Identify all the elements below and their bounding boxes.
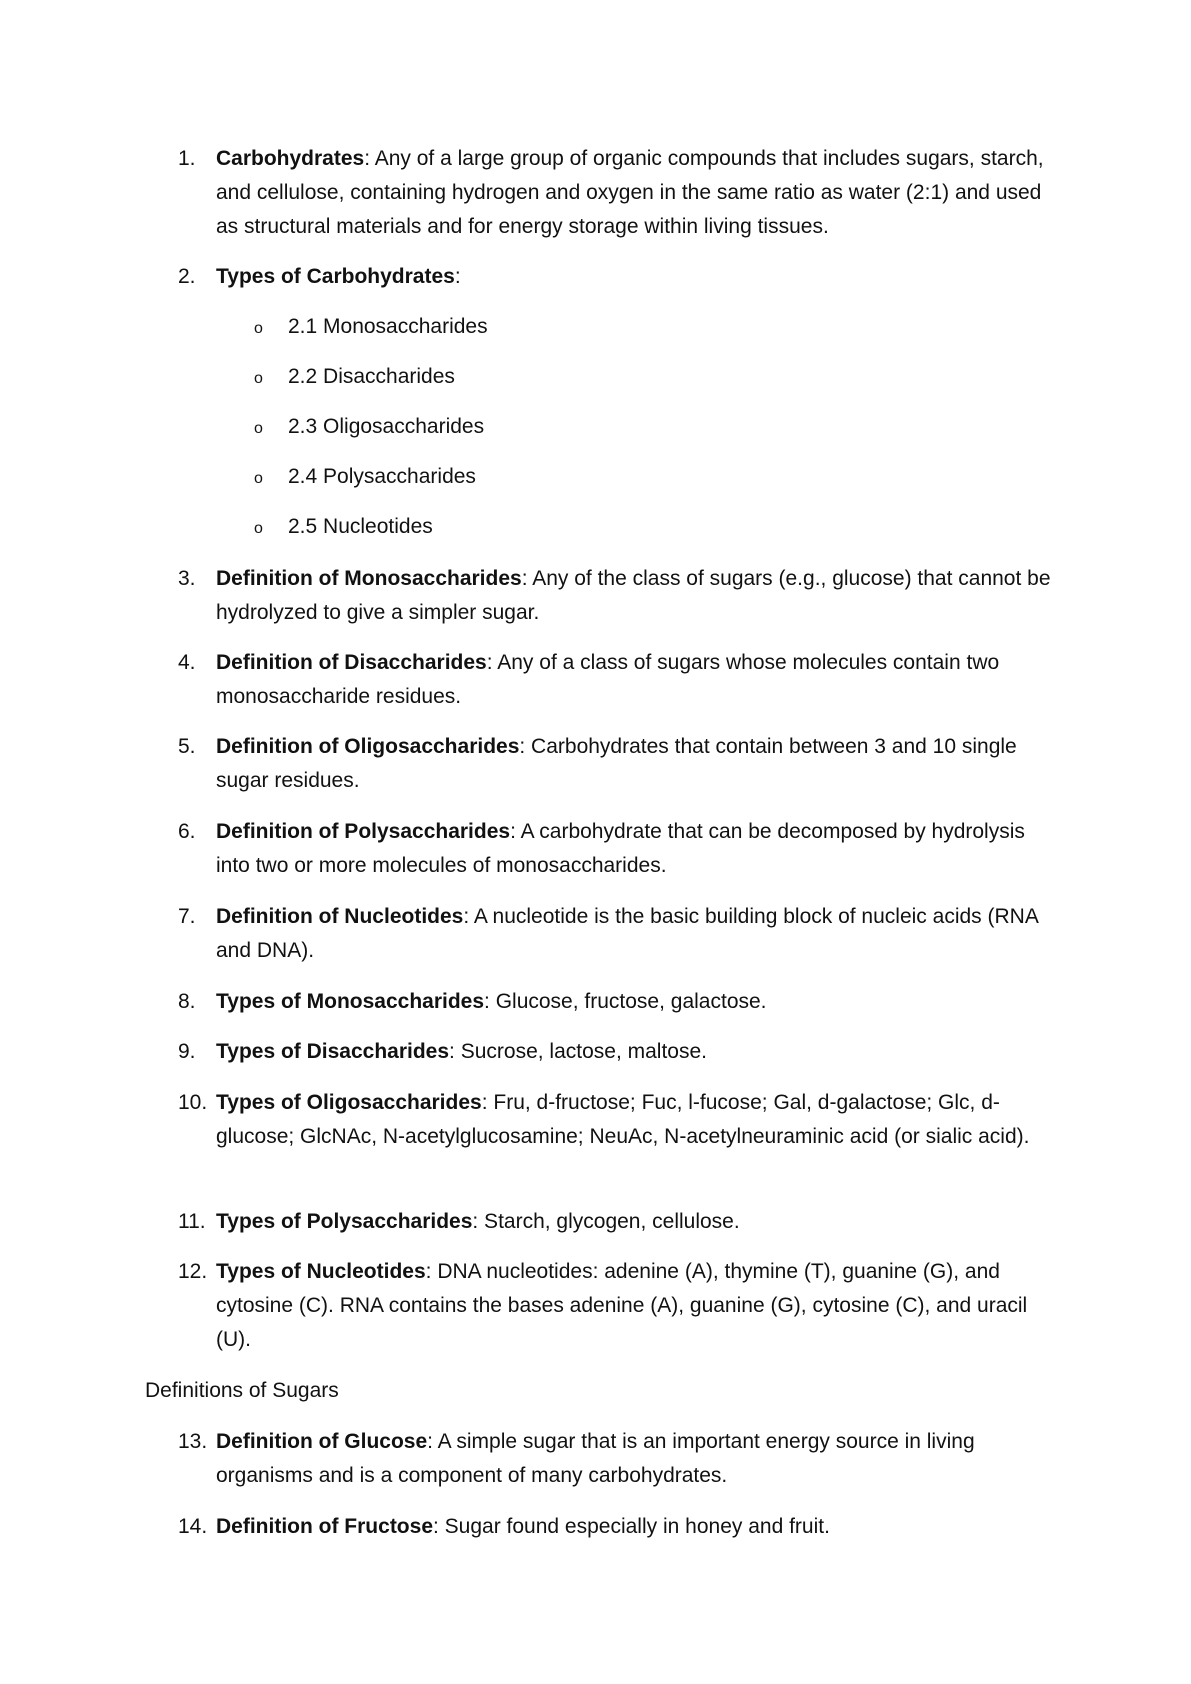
sub-list-item: [254, 310, 854, 346]
item-text: : Fru, d-fructose; Fuc, l-fucose; Gal, d-galactose; Glc, d-glucose; GlcNAc, N-acetylglucosamine; NeuAc, N-acetylneuraminic acid (or sialic acid).: [216, 1091, 1030, 1148]
item-text: : A simple sugar that is an important energy source in living organisms and is a component of many carbohydrates.: [216, 1430, 975, 1487]
item-text: : A carbohydrate that can be decomposed by hydrolysis into two or more molecules of monosaccharides.: [216, 820, 1025, 877]
item-number: 6.: [178, 820, 196, 843]
item-term: Definition of Glucose: [216, 1430, 428, 1453]
list-item: [178, 562, 1058, 630]
sub-item-text: 2.2 Disaccharides: [288, 365, 455, 388]
list-item: [178, 1035, 1058, 1069]
section-heading: Definitions of Sugars: [145, 1379, 339, 1402]
list-item: [178, 142, 1058, 244]
item-number: 7.: [178, 905, 196, 928]
item-number: 1.: [178, 147, 196, 170]
item-term: Definition of Disaccharides: [216, 651, 487, 674]
item-number: 4.: [178, 651, 196, 674]
list-item: [178, 900, 1058, 968]
item-term: Types of Polysaccharides: [216, 1210, 473, 1233]
list-item: [178, 1510, 1058, 1544]
sub-item-text: 2.1 Monosaccharides: [288, 315, 488, 338]
sub-item-text: 2.5 Nucleotides: [288, 515, 433, 538]
item-term: Definition of Polysaccharides: [216, 820, 511, 843]
list-item: [178, 646, 1058, 714]
item-text: : Any of the class of sugars (e.g., glucose) that cannot be hydrolyzed to give a simpler sugar.: [216, 567, 1051, 624]
item-number: 9.: [178, 1040, 196, 1063]
item-text: :: [454, 265, 461, 288]
list-item: [178, 1425, 1058, 1493]
bullet-icon: o: [254, 370, 263, 387]
item-number: 8.: [178, 990, 196, 1013]
item-text: : A nucleotide is the basic building block of nucleic acids (RNA and DNA).: [216, 905, 1038, 962]
item-text: : Glucose, fructose, galactose.: [484, 990, 767, 1013]
item-term: Definition of Fructose: [216, 1515, 433, 1538]
item-number: 2.: [178, 265, 196, 288]
item-term: Definition of Nucleotides: [216, 905, 464, 928]
list-item: [178, 815, 1058, 883]
item-term: Types of Nucleotides: [216, 1260, 426, 1283]
sub-list-item: [254, 410, 854, 446]
item-text: : Any of a large group of organic compounds that includes sugars, starch, and cellulose, containing hydrogen and oxygen in the same ratio as water (2:1) and used as structural materials and for energy storage within living tissues.: [216, 147, 1044, 238]
item-number: 14.: [178, 1515, 208, 1538]
item-text: : Sucrose, lactose, maltose.: [449, 1040, 707, 1063]
item-term: Types of Carbohydrates: [216, 265, 455, 288]
item-text: : Any of a class of sugars whose molecules contain two monosaccharide residues.: [216, 651, 1000, 708]
bullet-icon: o: [254, 520, 263, 537]
sub-item-text: 2.4 Polysaccharides: [288, 465, 476, 488]
item-text: : DNA nucleotides: adenine (A), thymine (T), guanine (G), and cytosine (C). RNA contains the bases adenine (A), guanine (G), cytosine (C), and uracil (U).: [216, 1260, 1028, 1351]
item-number: 5.: [178, 735, 196, 758]
item-term: Types of Oligosaccharides: [216, 1091, 482, 1114]
item-term: Definition of Monosaccharides: [216, 567, 522, 590]
sub-item-text: 2.3 Oligosaccharides: [288, 415, 485, 438]
list-item: [178, 1205, 1058, 1239]
item-text: : Starch, glycogen, cellulose.: [472, 1210, 740, 1233]
item-number: 3.: [178, 567, 196, 590]
bullet-icon: o: [254, 320, 263, 337]
sub-list-item: [254, 360, 854, 396]
sub-list-item: [254, 460, 854, 496]
list-item: [178, 985, 1058, 1019]
item-number: 10.: [178, 1091, 208, 1114]
item-number: 12.: [178, 1260, 208, 1283]
list-item: [178, 1255, 1058, 1357]
list-item: [178, 1086, 1058, 1154]
item-text: : Sugar found especially in honey and fruit.: [433, 1515, 830, 1538]
item-text: : Carbohydrates that contain between 3 and 10 single sugar residues.: [216, 735, 1017, 792]
item-term: Definition of Oligosaccharides: [216, 735, 520, 758]
item-term: Types of Monosaccharides: [216, 990, 485, 1013]
bullet-icon: o: [254, 420, 263, 437]
item-term: Carbohydrates: [216, 147, 365, 170]
item-term: Types of Disaccharides: [216, 1040, 450, 1063]
item-number: 11.: [178, 1210, 206, 1233]
list-item: [178, 260, 1058, 294]
list-item: [178, 730, 1058, 798]
bullet-icon: o: [254, 470, 263, 487]
item-number: 13.: [178, 1430, 208, 1453]
sub-list-item: [254, 510, 854, 546]
